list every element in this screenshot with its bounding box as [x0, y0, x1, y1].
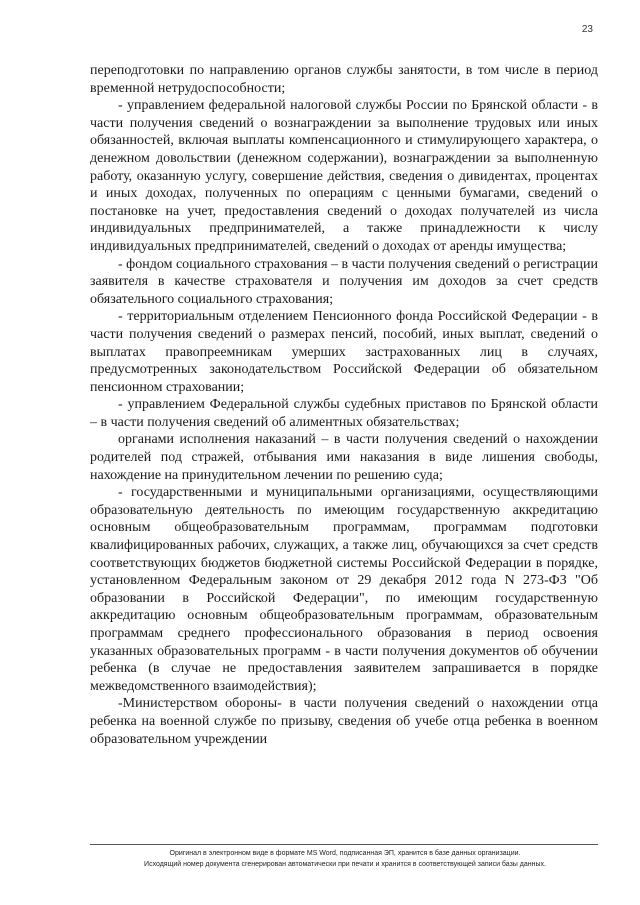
- paragraph-defense-ministry: -Министерством обороны- в части получения сведений о нахождении отца ребенка на военной службе по призыву, сведения об учебе отца ребенка в военном образовательном учреждении: [90, 696, 598, 747]
- paragraph-social-insurance: - фондом социального страхования – в части получения сведений о регистрации заявителя в качестве страхователя и получения им доходов за счет средств обязательного социального страхования;: [90, 256, 598, 307]
- paragraph-retraining: переподготовки по направлению органов службы занятости, в том числе в период временной нетрудоспособности;: [90, 63, 598, 96]
- paragraph-penal-bodies: органами исполнения наказаний – в части получения сведений о нахождении родителей под стражей, отбывания ими наказания в виде лишения свободы, нахождение на принудительном лечении по решению суда;: [90, 432, 598, 483]
- document-body: [90, 62, 598, 748]
- footer-number-note: Исходящий номер документа сгенерирован автоматически при печати и хранится в соответствующей записи базы данных.: [144, 861, 546, 868]
- paragraph-pension-fund: - территориальным отделением Пенсионного фонда Российской Федерации - в части получения сведений о размерах пенсий, пособий, иных выплат, сведений о выплатах правопреемникам умерших застрахованных лиц в случаях, предусмотренных законодательством Российской Федерации об обязательном пенсионном страховании;: [90, 309, 598, 395]
- paragraph-tax-service: - управлением федеральной налоговой службы России по Брянской области - в части получения сведений о вознаграждении за выполнение трудовых или иных обязанностей, включая выплаты компенсационного и стимулирующего характера, о денежном довольствии (денежном содержании), вознаграждении за выполненную работу, оказанную услугу, совершение действия, сведения о дивидентах, процентах и иных доходах, полученных по операциям с ценными бумагами, сведений о постановке на учет, предоставления сведений о доходах получателей из числа индивидуальных предпринимателей, а также принадлежности к числу индивидуальных предпринимателей, сведений о доходах от аренды имущества;: [90, 98, 598, 254]
- paragraph-bailiffs: - управлением Федеральной службы судебных приставов по Брянской области – в части получения сведений об алиментных обязательствах;: [90, 397, 598, 430]
- footer-original-note: Оригинал в электронном виде в формате MS Word, подписанная ЭП, хранится в базе данных организации.: [169, 850, 521, 857]
- page-number: 23: [581, 24, 593, 35]
- paragraph-educational-organizations: - государственными и муниципальными организациями, осуществляющими образовательную деятельность по имеющим государственную аккредитацию основным общеобразовательным программам, программам подготовки квалифицированных рабочих, служащих, а также лиц, обучающихся за счет средств соответствующих бюджетов бюджетной системы Российской Федерации в порядке, установленном Федеральным законом от 29 декабря 2012 года N 273-ФЗ "Об образовании в Российской Федерации", по имеющим государственную аккредитацию основным общеобразовательным программам, образовательным программам среднего профессионального образования в период освоения указанных образовательных программ - в части получения документов об обучении ребенка (в случае не предоставления заявителем запрашивается в порядке межведомственного взаимодействия);: [90, 485, 598, 694]
- footer-divider: [90, 844, 598, 845]
- document-footer: [60, 848, 630, 870]
